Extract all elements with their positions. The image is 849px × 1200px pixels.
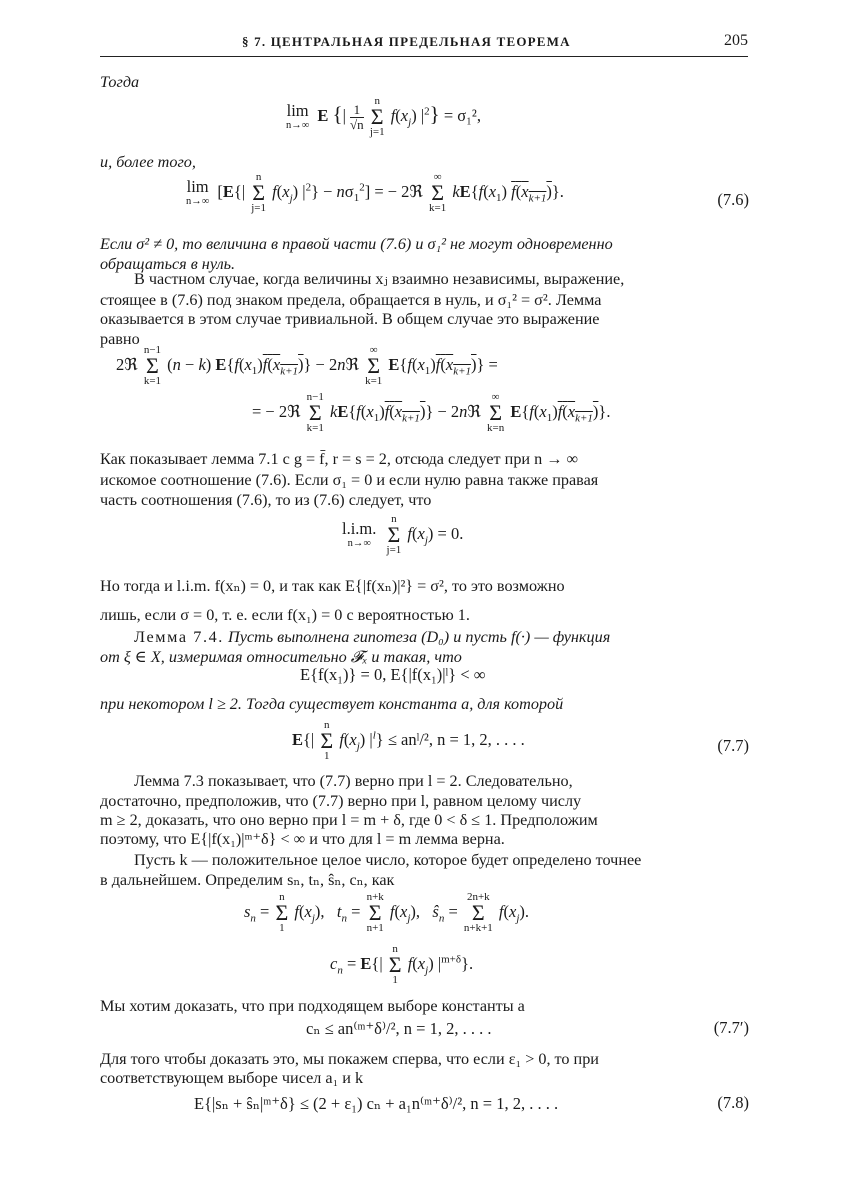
eq-number-7-7: (7.7) <box>717 736 749 755</box>
eq-number-7-6: (7.6) <box>717 190 749 209</box>
eq-number-7-7-prime: (7.7′) <box>713 1018 749 1037</box>
para-2-line-3: часть соотношения (7.6), то из (7.6) следует, что <box>100 491 432 509</box>
formula-definitions-s-t: $s_n = n$ Σ 1 $f(x_j)$, $t_n = n+k$ Σ n+1 $f(x_j)$, $ŝ_n = 2n+k$ Σ n+k+1 $f(x_j)$. <box>244 891 530 934</box>
formula-7-7-prime: cₙ ≤ an⁽ᵐ⁺δ⁾/², n = 1, 2, . . . . <box>306 1019 492 1038</box>
para-7-line-2: соответствующем выборе чисел a₁ и k <box>100 1069 364 1087</box>
para-5-line-1: Пусть k — положительное целое число, которое будет определено точнее <box>134 851 642 869</box>
para-1-line-2: стоящее в (7.6) под знаком предела, обращается в нуль, и σ₁² = σ². Лемма <box>100 291 602 309</box>
lemma-7-4-line-2: от ξ ∈ X, измеримая относительно 𝓕ₓ и такая, что <box>100 648 462 666</box>
para-4-line-3: m ≥ 2, доказать, что оно верно при l = m + δ, где 0 < δ ≤ 1. Предположим <box>100 811 598 829</box>
formula-definition-c: $c_n = E\{|$ n Σ 1 $f(x_j)$ $|^{m+\delta}$}. <box>330 943 474 986</box>
lemma-7-4-line-1: Лемма 7.4. Пусть выполнена гипотеза (D₀) и пусть f(·) — функция <box>134 628 611 646</box>
formula-sum-expansion-2: = − 2ℜ n−1 Σ k=1 $kE\{f(x_1)f(x_{k+1})\}$ − 2nℜ ∞ Σ k=n $E\{f(x_1)f(x_{k+1})\}$. <box>252 391 611 434</box>
para-1-line-4: равно <box>100 330 140 348</box>
para-1-line-1: В частном случае, когда величины xⱼ взаимно независимы, выражение, <box>134 270 625 288</box>
running-header <box>100 34 748 52</box>
para-6-line-1: Мы хотим доказать, что при подходящем выборе константы a <box>100 997 525 1015</box>
text-bolee: и, более того, <box>100 153 196 171</box>
text-togda: Тогда <box>100 73 140 91</box>
lemma-label: Лемма 7.4. <box>134 628 224 646</box>
para-2-line-2: искомое соотношение (7.6). Если σ₁ = 0 и если нулю равна также правая <box>100 471 599 489</box>
formula-7-6: lim n→∞ [E{| n Σ j=1 $f(x_j) |^2\} - n\sigma_1^2$] = − 2ℜ ∞ Σ k=1 $kE\{f(x_1)$ $f(x_{k+1})$}. <box>186 171 564 214</box>
para-3-line-1: Но тогда и l.i.m. f(xₙ) = 0, и так как E{|f(xₙ)|²} = σ², то это возможно <box>100 577 565 595</box>
para-1-line-3: оказывается в этом случае тривиальной. В общем случае это выражение <box>100 310 600 328</box>
formula-limit-variance: lim n→∞ E {| $\frac{1}{√n}$ n Σ j=1 $f(x_j) |^2\} = \sigma_1^2$, <box>286 95 481 138</box>
header-title: § 7. ЦЕНТРАЛЬНАЯ ПРЕДЕЛЬНАЯ ТЕОРЕМА <box>242 34 571 49</box>
formula-sum-expansion-1: 2ℜ n−1 Σ k=1 (n − k) $E\{f(x_1)f(x_{k+1})\}$ − 2nℜ ∞ Σ k=1 $E\{f(x_1)f(x_{k+1})\}$ = <box>116 344 498 387</box>
formula-lim-in-mean: l.i.m. n→∞ n Σ j=1 $f(x_j) = 0$. <box>342 513 464 556</box>
para-4-line-4: поэтому, что E{|f(x₁)|ᵐ⁺δ} < ∞ и что для l = m лемма верна. <box>100 830 505 848</box>
para-3-line-2: лишь, если σ = 0, т. е. если f(x₁) = 0 с вероятностью 1. <box>100 606 470 624</box>
text-esli-2: обращаться в нуль. <box>100 255 236 273</box>
text-esli-1: Если σ² ≠ 0, то величина в правой части (7.6) и σ₁² не могут одновременно <box>100 235 613 253</box>
header-rule <box>100 56 748 57</box>
para-4-line-2: достаточно, предположив, что (7.7) верно при l, равном целому числу <box>100 792 582 810</box>
eq-number-7-8: (7.8) <box>717 1093 749 1112</box>
para-2-line-1: Как показывает лемма 7.1 с g = f̄, r = s = 2, отсюда следует при n → ∞ <box>100 450 579 468</box>
para-4-line-1: Лемма 7.3 показывает, что (7.7) верно при l = 2. Следовательно, <box>134 772 573 790</box>
lemma-7-4-line-3: при некотором l ≥ 2. Тогда существует константа a, для которой <box>100 695 564 713</box>
formula-7-8: E{|sₙ + ŝₙ|ᵐ⁺δ} ≤ (2 + ε₁) cₙ + a₁n⁽ᵐ⁺δ⁾/², n = 1, 2, . . . . <box>194 1094 559 1113</box>
para-5-line-2: в дальнейшем. Определим sₙ, tₙ, ŝₙ, cₙ, как <box>100 871 395 889</box>
page-number: 205 <box>724 32 748 49</box>
formula-7-7: E{| n Σ 1 $f(x_j) |^l$} ≤ anˡ/², n = 1, 2, . . . . <box>292 719 525 762</box>
para-7-line-1: Для того чтобы доказать это, мы покажем сперва, что если ε₁ > 0, то при <box>100 1050 599 1068</box>
formula-lemma-conditions: E{f(x₁)} = 0, E{|f(x₁)|ˡ} < ∞ <box>300 665 486 684</box>
